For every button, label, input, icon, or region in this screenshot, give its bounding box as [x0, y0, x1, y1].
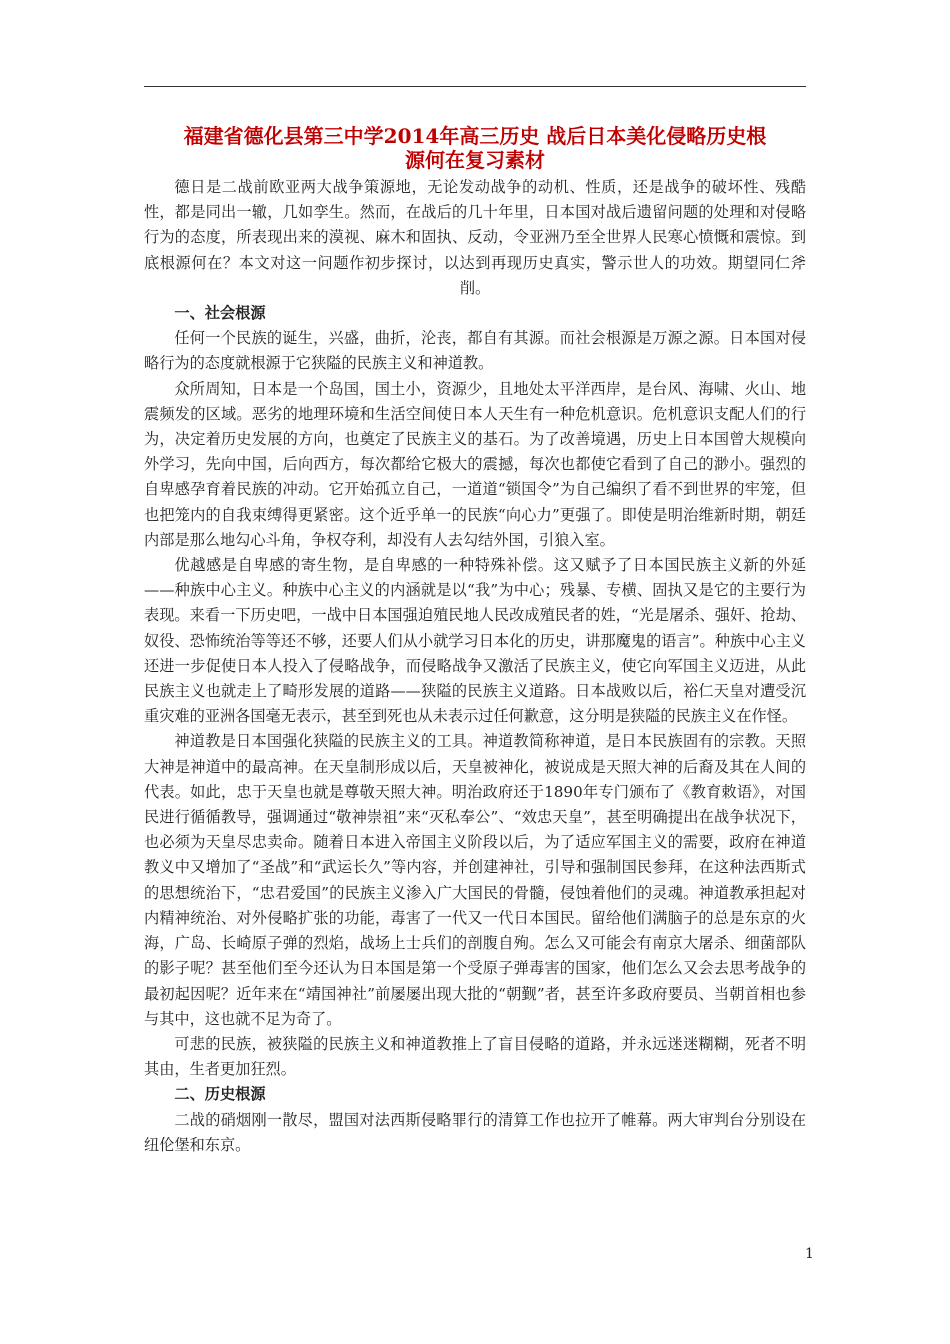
- paragraph: 神道教是日本国强化狭隘的民族主义的工具。神道教简称神道，是日本民族固有的宗教。天照大神是神道中的最高神。在天皇制形成以后，天皇被神化，被说成是天照大神的后裔及其在人间的代表。如此，忠于天皇也就是尊敬天照大神。明治政府还于1890年专门颁布了《教育敕语》，对国民进行循循教导，强调通过“敬神崇祖”来“灭私奉公”、“效忠天皇”，甚至明确提出在战争状况下，也必须为天皇尽忠卖命。随着日本进入帝国主义阶段以后，为了适应军国主义的需要，政府在神道教义中又增加了“圣战”和“武运长久”等内容，并创建神社，引导和强制国民参拜，在这种法西斯式的思想统治下，“忠君爱国”的民族主义渗入广大国民的骨髓，侵蚀着他们的灵魂。神道教承担起对内精神统治、对外侵略扩张的功能，毒害了一代又一代日本国民。留给他们满脑子的总是东京的火海，广岛、长崎原子弹的烈焰，战场上士兵们的剖腹自殉。怎么又可能会有南京大屠杀、细菌部队的影子呢？甚至他们至今还认为日本国是第一个受原子弹毒害的国家，他们怎么又会去思考战争的最初起因呢？近年来在“靖国神社”前屡屡出现大批的“朝觐”者，甚至许多政府要员、当朝首相也参与其中，这也就不足为奇了。: [144, 732, 806, 1028]
- title-line-2: 源何在复习素材: [405, 148, 545, 172]
- title-line-1: 福建省德化县第三中学2014年高三历史 战后日本美化侵略历史根: [183, 124, 767, 148]
- document-title: [144, 124, 806, 172]
- section-heading-history: 二、历史根源: [174, 1085, 266, 1104]
- section-heading-social: 一、社会根源: [174, 304, 266, 323]
- paragraph: 众所周知，日本是一个岛国，国土小，资源少，且地处太平洋西岸，是台风、海啸、火山、地震频发的区域。恶劣的地理环境和生活空间使日本人天生有一种危机意识。危机意识支配人们的行为，决定着历史发展的方向，也奠定了民族主义的基石。为了改善境遇，历史上日本国曾大规模向外学习，先向中国，后向西方，每次都给它极大的震撼，每次也都使它看到了自己的渺小。强烈的自卑感孕育着民族的冲动。它开始孤立自己，一道道“锁国令”为自己编织了看不到世界的牢笼，但也把笼内的自我束缚得更紧密。这个近乎单一的民族“向心力”更强了。即使是明治维新时期，朝廷内部是那么地勾心斗角，争权夺利，却没有人去勾结外国，引狼入室。: [144, 379, 806, 549]
- paragraph: 可悲的民族，被狭隘的民族主义和神道教推上了盲目侵略的道路，并永远迷迷糊糊，死者不明其由，生者更加狂烈。: [144, 1034, 806, 1079]
- page-number: 1: [805, 1246, 814, 1262]
- paragraph: 优越感是自卑感的寄生物，是自卑感的一种特殊补偿。这又赋予了日本国民族主义新的外延——种族中心主义。种族中心主义的内涵就是以“我”为中心；残暴、专横、固执又是它的主要行为表现。来看一下历史吧，一战中日本国强迫殖民地人民改成殖民者的姓，“光是屠杀、强奸、抢劫、奴役、恐怖统治等等还不够，还要人们从小就学习日本化的历史，讲那魔鬼的语言”。种族中心主义还进一步促使日本人投入了侵略战争，而侵略战争又激活了民族主义，使它向军国主义迈进，从此民族主义也就走上了畸形发展的道路——狭隘的民族主义道路。日本战败以后，裕仁天皇对遭受沉重灾难的亚洲各国毫无表示，甚至到死也从未表示过任何歉意，这分明是狭隘的民族主义在作怪。: [144, 556, 806, 726]
- intro-paragraph: 德日是二战前欧亚两大战争策源地，无论发动战争的动机、性质，还是战争的破坏性、残酷性，都是同出一辙，几如孪生。然而，在战后的几十年里，日本国对战后遗留问题的处理和对侵略行为的态度，所表现出来的漠视、麻木和固执、反动，令亚洲乃至全世界人民寒心愤慨和震惊。到底根源何在？本文对这一问题作初步探讨，以达到再现历史真实，警示世人的功效。期望同仁斧削。: [144, 178, 806, 297]
- paragraph: 二战的硝烟刚一散尽，盟国对法西斯侵略罪行的清算工作也拉开了帷幕。两大审判台分别设在纽伦堡和东京。: [144, 1110, 806, 1154]
- paragraph: 任何一个民族的诞生，兴盛，曲折，沦丧，都自有其源。而社会根源是万源之源。日本国对侵略行为的态度就根源于它狭隘的民族主义和神道教。: [144, 329, 806, 373]
- header-rule: [144, 86, 806, 87]
- document-body: [144, 175, 806, 1158]
